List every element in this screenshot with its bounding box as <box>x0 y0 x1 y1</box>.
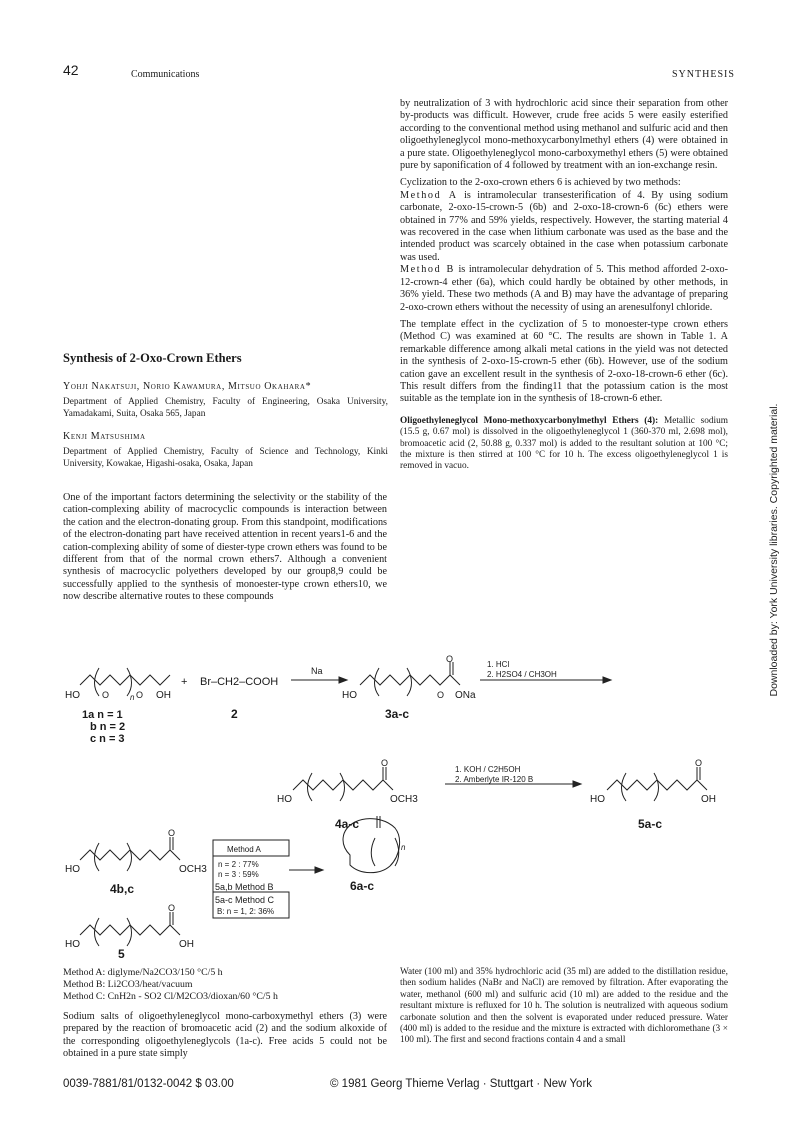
label-cpd5plain: 5 <box>118 947 125 961</box>
label-ho-5: HO <box>590 794 605 805</box>
paragraph-template-effect: The template effect in the cyclization of 5 to monoester-type crown ethers (Method C) was examined at 60 °C. The results are shown in Table 1. A remarkable difference among alkali metal cations in the yield was not detected in the synthesis of 2-oxo-15-crown-5 ether (6b). However, use of the sodium cation gave an excellent result in the synthesis of 2-oxo-18-crown-6 ether (6c). This result differs from the finding11 that the potassium cation is the most suitable as the template ion in the synthesis of 18-crown-6 ether. <box>400 318 728 405</box>
label-bromoacetic: Br–CH2–COOH <box>200 676 279 688</box>
method-a-label: Method A <box>400 189 458 201</box>
paragraph-cyclization: Cyclization to the 2-oxo-crown ethers 6 is achieved by two methods: <box>400 177 681 189</box>
label-o-carbonyl-5plain: O <box>168 903 176 913</box>
label-step2a: 1. KOH / C2H5OH <box>455 765 521 774</box>
label-n-1: n <box>130 693 135 702</box>
experimental-section <box>400 416 728 473</box>
method-b-label: Method B <box>400 264 455 276</box>
affiliation-kinki: Department of Applied Chemistry, Faculty of Science and Technology, Kinki University, Kowakae, Higashi-osaka, Osaka, Japan <box>63 447 388 469</box>
label-cpd4: 4a-c <box>335 817 360 831</box>
label-cpd1c: c n = 3 <box>90 733 125 745</box>
label-oh-5plain: OH <box>179 939 194 950</box>
label-method-a-n2: n = 2 : 77% <box>218 860 259 869</box>
method-a-conditions: Method A: diglyme/Na2CO3/150 °C/5 h <box>63 967 223 978</box>
label-cpd3: 3a-c <box>385 707 410 721</box>
label-cpd2: 2 <box>231 707 238 721</box>
footer-copyright: © 1981 Georg Thieme Verlag · Stuttgart · New York <box>330 1078 593 1090</box>
label-cpd5: 5a-c <box>638 817 663 831</box>
experimental-text: Metallic sodium (15.5 g, 0.67 mol) is dissolved in the oligoethyleneglycol 1 (360-370 ml, 2.698 mol), bromoacetic acid (2, 50.88 g, 0.337 mol) is added to the resultant solution at 100 °C; the mixture is then stirred at 100 °C for 10 h. The excess oligoethyleneglycol 1 is removed in vacuo. <box>400 415 729 472</box>
introduction-paragraph: One of the important factors determining the selectivity or the stability of the cation-complexing ability of macrocyclic compounds is interaction between the cation and the electron-donating group. From this standpoint, modifications of the electron-donating part have received attention in recent years1-6 and the cation-complexing ability of some of diester-type crown ethers was found to be different from that of the normal crown ethers7. Although a convenient synthesis of macrocyclic polyethers developed by our group8,9 could be successfully applied to the synthesis of monoester-type crown ethers10, we now describe alternative routes to these compounds <box>63 492 387 603</box>
bracket-right-cpd1 <box>127 668 132 696</box>
affiliation-osaka: Department of Applied Chemistry, Faculty of Engineering, Osaka University, Yamadakami, Suita, Osaka 565, Japan <box>63 397 388 419</box>
label-method-c: 5a-c Method C <box>215 895 275 905</box>
article-title: Synthesis of 2-Oxo-Crown Ethers <box>63 351 242 365</box>
method-c-conditions: Method C: CnH2n - SO2 Cl/M2CO3/dioxan/60 °C/5 h <box>63 991 278 1003</box>
method-b-text: is intramolecular dehydration of 5. This method afforded 2-oxo-12-crown-4 ether (6a), which could hardly be obtained by other methods, in 36% yield. These two methods (A and B) may have the advantage of preparing 2-oxo-crown ethers without the necessity of using an arenesulfonyl chloride. <box>400 264 728 313</box>
method-b-conditions: Method B: Li2CO3/heat/vacuum <box>63 979 193 991</box>
label-method-a-box: Method A <box>227 845 261 854</box>
label-oh-1: OH <box>156 690 171 701</box>
chain-cpd1 <box>80 675 170 685</box>
author-matsushima: Kenji Matsushima <box>63 431 146 442</box>
label-o-carbonyl-5: O <box>695 758 703 768</box>
label-step1a: 1. HCl <box>487 660 510 669</box>
label-ho-1: HO <box>65 690 80 701</box>
page-number: 42 <box>63 62 79 78</box>
paragraph-method-a <box>400 190 728 264</box>
label-ho-3: HO <box>342 690 357 701</box>
paragraph-neutralization: by neutralization of 3 with hydrochloric acid since their separation from other by-products was difficult. However, crude free acids 5 were easily esterified according to the conventional method using methanol and sulfuric acid and then oligoethyleneglycol mono-methoxycarbonylmethyl ethers (4) were obtained in a pure state. Oligoethyleneglycol mono-carboxymethyl ethers (5) were obtained pure by saponification of 4 followed by treatment with an ion-exchange resin. <box>400 98 728 172</box>
paragraph-method-b <box>400 264 728 314</box>
label-o-3: O <box>437 690 445 700</box>
label-ho-4: HO <box>277 794 292 805</box>
download-watermark: Downloaded by: York University libraries. Copyrighted material. <box>768 403 780 697</box>
label-ona: ONa <box>455 690 476 701</box>
label-cpd4bc: 4b,c <box>110 882 135 896</box>
label-o-carbonyl-3: O <box>446 654 454 664</box>
label-method-b-yield: B: n = 1, 2: 36% <box>217 907 275 916</box>
experimental-heading: Oligoethyleneglycol Mono-methoxycarbonylmethyl Ethers (4): <box>400 415 659 426</box>
label-n-6: n <box>401 843 406 852</box>
label-o-1b: O <box>136 690 144 700</box>
label-o-carbonyl-4: O <box>381 758 389 768</box>
bottom-left-paragraph: Sodium salts of oligoethyleneglycol mono-carboxymethyl ethers (3) were prepared by the reaction of bromoacetic acid (2) and the sodium alkoxide of the corresponding oligoethyleneglycols (1a-c). Free acids 5 could not be obtained in a pure state simply <box>63 1011 387 1060</box>
label-och3-4: OCH3 <box>390 794 418 805</box>
label-na: Na <box>311 666 323 676</box>
label-ho-4bc: HO <box>65 864 80 875</box>
label-plus: + <box>181 676 188 688</box>
label-ho-5plain: HO <box>65 939 80 950</box>
reaction-scheme <box>55 654 745 961</box>
authors: Yohji Nakatsuji, Norio Kawamura, Mitsuo Okahara* <box>63 381 312 392</box>
footer-code: 0039-7881/81/0132-0042 $ 03.00 <box>63 1078 234 1090</box>
label-method-b: 5a,b Method B <box>215 882 274 892</box>
label-step1b: 2. H2SO4 / CH3OH <box>487 670 557 679</box>
right-column-text <box>400 98 728 473</box>
section-label: Communications <box>131 69 200 80</box>
label-step2b: 2. Amberlyte IR-120 B <box>455 775 534 784</box>
label-o-carbonyl-4bc: O <box>168 828 176 838</box>
label-oh-5: OH <box>701 794 716 805</box>
label-o-1: O <box>102 690 110 700</box>
bottom-right-paragraph: Water (100 ml) and 35% hydrochloric acid (35 ml) are added to the distillation residue, then sodium halides (NaBr and NaCl) are removed by filtration. After evaporating the water, methanol (600 ml) and sulfuric acid (10 ml) are added to the residue and the resultant mixture is refluxed for 10 h. The solution is neutralized with aqueous sodium carbonate solution and then the solvent is evaporated under reduced pressure. Water (400 ml) is added to the residue and the mixture is extracted with dichloromethane (3 × 100 ml). The first and second fractions contain 4 and a small <box>400 967 728 1046</box>
label-cpd1b: b n = 2 <box>90 721 126 733</box>
label-method-a-n3: n = 3 : 59% <box>218 870 259 879</box>
label-och3-4bc: OCH3 <box>179 864 207 875</box>
label-cpd6: 6a-c <box>350 879 375 893</box>
label-cpd1a: 1a n = 1 <box>82 709 123 721</box>
method-a-text: is intramolecular transesterification of 4. By using sodium carbonate, 2-oxo-15-crown-5 (6b) and 2-oxo-18-crown-6 (6c) ethers were obtained in 77% and 59% yields, respectively. However, the starting material 4 was recovered in the case when lithium carbonate was used as the base and the intended product was scarcely obtained in the case when potassium carbonate was used. <box>400 189 729 263</box>
method-conditions <box>63 967 278 1004</box>
journal-name: SYNTHESIS <box>672 69 735 80</box>
